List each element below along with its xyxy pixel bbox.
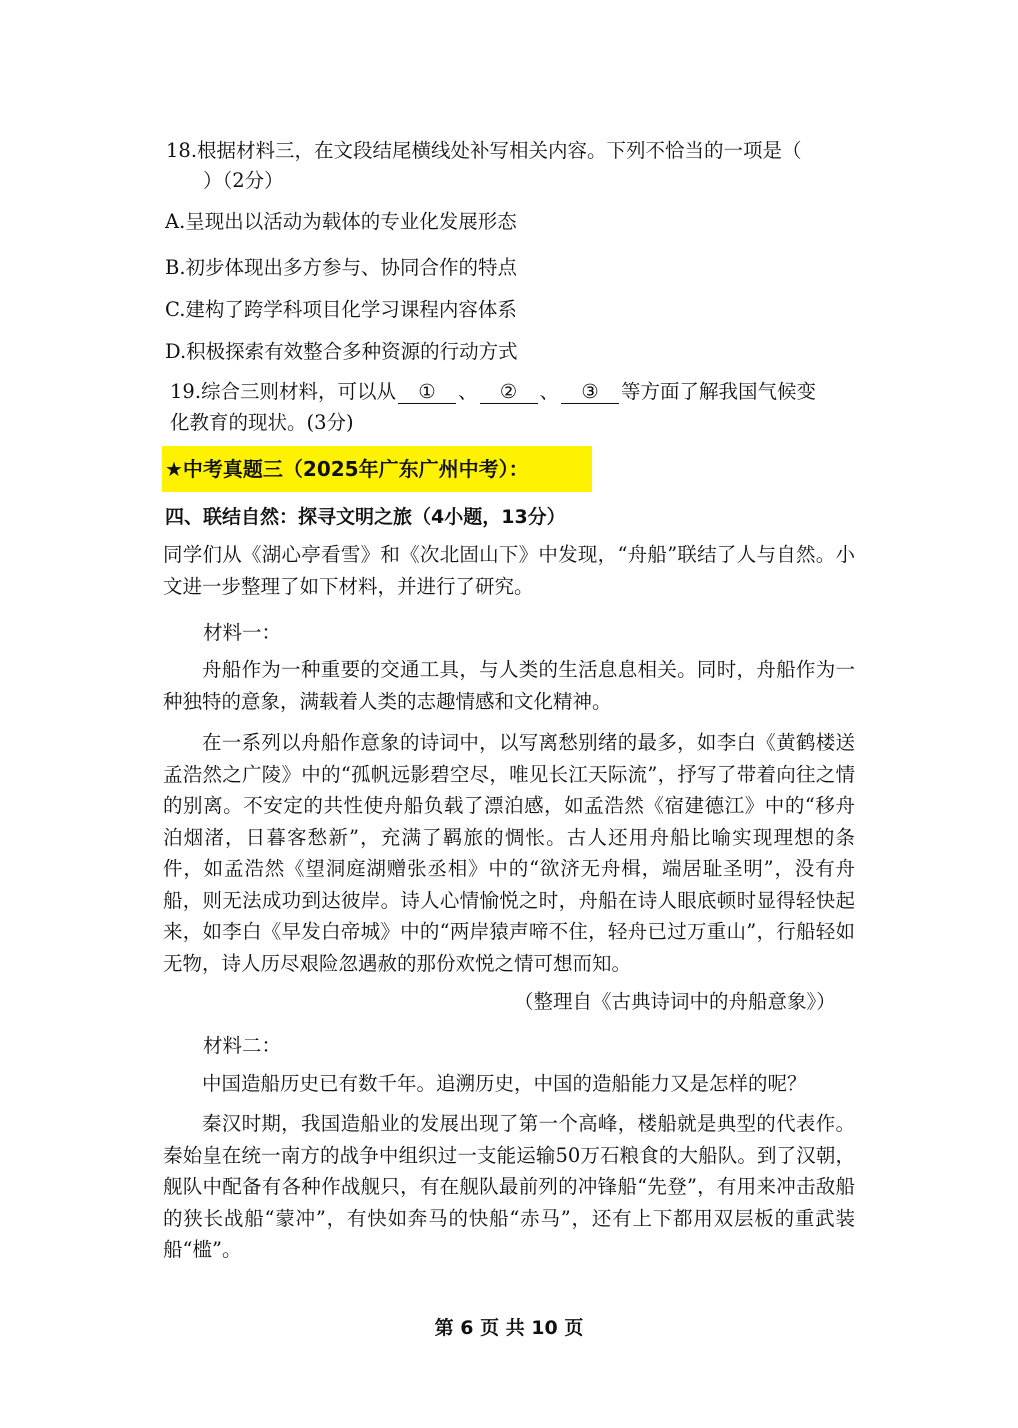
q19-blank-2: ② xyxy=(480,381,538,404)
q18-stem-score: ）（2分） xyxy=(203,169,284,192)
material1-source: （整理自《古典诗词中的舟船意象》） xyxy=(514,990,836,1013)
exam-banner: ★中考真题三（2025年广东广州中考）： xyxy=(165,457,529,481)
material2-paragraph-1: 中国造船历史已有数千年。追溯历史，中国的造船能力又是怎样的呢？ xyxy=(202,1072,807,1095)
material1-paragraph-2: 在一系列以舟船作意象的诗词中，以写离愁别绪的最多，如李白《黄鹤楼送孟浩然之广陵》中的“孤帆远影碧空尽，唯见长江天际流”，抒写了带着向往之情的别离。不安定的共性使舟船负载了漂泊感，如孟浩然《宿建德江》中的“移舟泊烟渚，日暮客愁新”，充满了羁旅的惆怅。古人还用舟船比喻实现理想的条件，如孟浩然《望洞庭湖赠张丞相》中的“欲济无舟楫，端居耻圣明”，没有舟船，则无法成功到达彼岸。诗人心情愉悦之时，舟船在诗人眼底顿时显得轻快起来，如李白《早发白帝城》中的“两岸猿声啼不住，轻舟已过万重山”，行船轻如无物，诗人历尽艰险忽遇赦的那份欢悦之情可想而知。 xyxy=(163,731,855,975)
material2-label: 材料二： xyxy=(203,1034,282,1057)
page-footer: 第 6 页 共 10 页 xyxy=(434,1317,584,1339)
q19-blank-3: ③ xyxy=(561,381,619,404)
q19-stem xyxy=(170,379,816,405)
q19-suffix: 等方面了解我国气候变 xyxy=(621,380,817,403)
q19-blank-1: ① xyxy=(398,381,456,404)
q18-stem: 18.根据材料三，在文段结尾横线处补写相关内容。下列不恰当的一项是（ xyxy=(166,139,802,162)
section-title: 四、联结自然：探寻文明之旅（4小题，13分） xyxy=(165,506,566,528)
q19-prefix: 19.综合三则材料，可以从 xyxy=(170,380,397,403)
q18-option-c: C.建构了跨学科项目化学习课程内容体系 xyxy=(165,298,517,321)
q18-option-a: A.呈现出以活动为载体的专业化发展形态 xyxy=(165,210,517,233)
q18-option-d: D.积极探索有效整合多种资源的行动方式 xyxy=(165,340,518,363)
section-intro: 同学们从《湖心亭看雪》和《次北固山下》中发现，“舟船”联结了人与自然。小文进一步整理了如下材料，并进行了研究。 xyxy=(163,543,855,598)
q19-separator-1: 、 xyxy=(458,380,478,403)
material2-paragraph-2: 秦汉时期，我国造船业的发展出现了第一个高峰，楼船就是典型的代表作。秦始皇在统一南方的战争中组织过一支能运输50万石粮食的大船队。到了汉朝，舰队中配备有各种作战舰只，有在舰队最前列的冲锋船“先登”，有用来冲击敌船的狭长战船“蒙冲”，有快如奔马的快船“赤马”，还有上下都用双层板的重武装船“槛”。 xyxy=(163,1112,855,1261)
q18-option-b: B.初步体现出多方参与、协同合作的特点 xyxy=(165,256,518,279)
q19-stem-line2: 化教育的现状。(3分) xyxy=(170,411,354,434)
material1-paragraph-1: 舟船作为一种重要的交通工具，与人类的生活息息相关。同时，舟船作为一种独特的意象，满载着人类的志趣情感和文化精神。 xyxy=(163,658,855,713)
q19-separator-2: 、 xyxy=(539,380,560,403)
material1-label: 材料一： xyxy=(203,621,282,644)
